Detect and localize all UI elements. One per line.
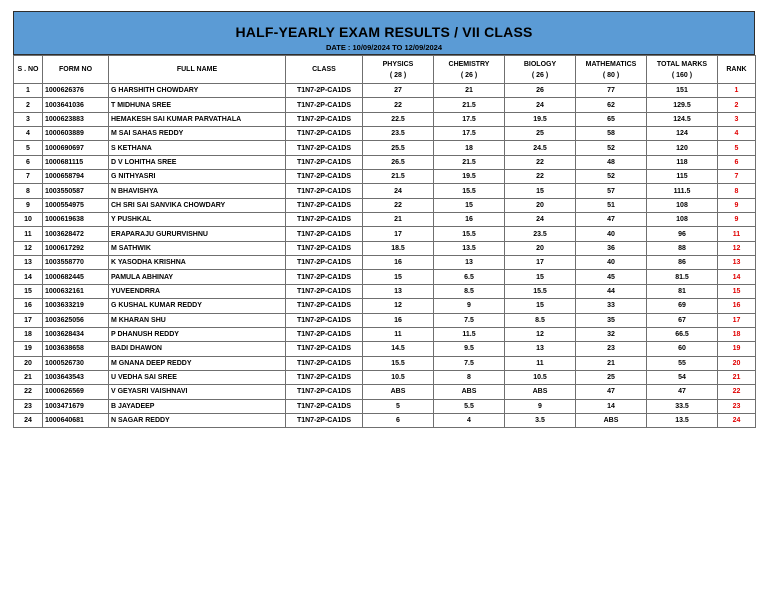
full-name-cell: P DHANUSH REDDY <box>109 327 286 341</box>
physics-cell: 6 <box>363 413 434 427</box>
chemistry-cell: 8 <box>434 370 505 384</box>
chemistry-cell: 7.5 <box>434 356 505 370</box>
biology-cell: 9 <box>505 399 576 413</box>
chemistry-cell: 17.5 <box>434 127 505 141</box>
form-no-cell: 1003558770 <box>43 256 109 270</box>
physics-cell: ABS <box>363 385 434 399</box>
biology-cell: 23.5 <box>505 227 576 241</box>
mathematics-cell: 40 <box>576 256 647 270</box>
class-cell: T1N7-2P-CA1DS <box>286 227 363 241</box>
full-name-cell: PAMULA ABHINAY <box>109 270 286 284</box>
physics-cell: 22 <box>363 198 434 212</box>
class-cell: T1N7-2P-CA1DS <box>286 370 363 384</box>
table-row <box>14 256 756 270</box>
rank-cell: 20 <box>718 356 756 370</box>
physics-cell: 14.5 <box>363 342 434 356</box>
form-no-cell: 1000617292 <box>43 241 109 255</box>
class-cell: T1N7-2P-CA1DS <box>286 155 363 169</box>
physics-cell: 16 <box>363 313 434 327</box>
chemistry-cell: 5.5 <box>434 399 505 413</box>
column-header <box>109 56 286 84</box>
form-no-cell: 1003641036 <box>43 98 109 112</box>
total-marks-cell: 88 <box>647 241 718 255</box>
mathematics-cell: 47 <box>576 213 647 227</box>
rank-cell: 24 <box>718 413 756 427</box>
report-banner <box>13 11 755 55</box>
class-cell: T1N7-2P-CA1DS <box>286 241 363 255</box>
physics-cell: 16 <box>363 256 434 270</box>
biology-cell: ABS <box>505 385 576 399</box>
class-cell: T1N7-2P-CA1DS <box>286 270 363 284</box>
serial-no-cell: 16 <box>14 299 43 313</box>
serial-no-cell: 21 <box>14 370 43 384</box>
biology-cell: 15.5 <box>505 284 576 298</box>
mathematics-cell: 32 <box>576 327 647 341</box>
chemistry-cell: 17.5 <box>434 112 505 126</box>
class-cell: T1N7-2P-CA1DS <box>286 127 363 141</box>
table-row <box>14 413 756 427</box>
class-cell: T1N7-2P-CA1DS <box>286 112 363 126</box>
rank-cell: 23 <box>718 399 756 413</box>
total-marks-cell: 108 <box>647 198 718 212</box>
rank-cell: 14 <box>718 270 756 284</box>
serial-no-cell: 24 <box>14 413 43 427</box>
physics-cell: 22 <box>363 98 434 112</box>
form-no-cell: 1000603889 <box>43 127 109 141</box>
mathematics-cell: 25 <box>576 370 647 384</box>
physics-cell: 26.5 <box>363 155 434 169</box>
column-header-label: MATHEMATICS <box>585 60 637 68</box>
rank-cell: 13 <box>718 256 756 270</box>
mathematics-cell: 47 <box>576 385 647 399</box>
form-no-cell: 1000681115 <box>43 155 109 169</box>
column-header-label: FULL NAME <box>176 66 218 73</box>
form-no-cell: 1003628434 <box>43 327 109 341</box>
mathematics-cell: 45 <box>576 270 647 284</box>
table-row <box>14 284 756 298</box>
form-no-cell: 1000658794 <box>43 170 109 184</box>
serial-no-cell: 4 <box>14 127 43 141</box>
serial-no-cell: 6 <box>14 155 43 169</box>
serial-no-cell: 17 <box>14 313 43 327</box>
mathematics-cell: 23 <box>576 342 647 356</box>
serial-no-cell: 10 <box>14 213 43 227</box>
chemistry-cell: 21.5 <box>434 155 505 169</box>
biology-cell: 24.5 <box>505 141 576 155</box>
mathematics-cell: 48 <box>576 155 647 169</box>
chemistry-cell: 15.5 <box>434 227 505 241</box>
form-no-cell: 1003643543 <box>43 370 109 384</box>
physics-cell: 17 <box>363 227 434 241</box>
biology-cell: 24 <box>505 98 576 112</box>
table-row <box>14 170 756 184</box>
full-name-cell: N SAGAR REDDY <box>109 413 286 427</box>
mathematics-cell: 35 <box>576 313 647 327</box>
full-name-cell: G HARSHITH CHOWDARY <box>109 84 286 98</box>
serial-no-cell: 23 <box>14 399 43 413</box>
rank-cell: 7 <box>718 170 756 184</box>
biology-cell: 22 <box>505 170 576 184</box>
full-name-cell: YUVEENDRRA <box>109 284 286 298</box>
full-name-cell: B JAYADEEP <box>109 399 286 413</box>
physics-cell: 13 <box>363 284 434 298</box>
column-header-max-marks: ( 26 ) <box>531 71 549 79</box>
column-header-label: FORM NO <box>58 66 93 73</box>
column-header-max-marks: ( 160 ) <box>671 71 693 79</box>
table-row <box>14 184 756 198</box>
full-name-cell: G KUSHAL KUMAR REDDY <box>109 299 286 313</box>
rank-cell: 2 <box>718 98 756 112</box>
full-name-cell: Y PUSHKAL <box>109 213 286 227</box>
serial-no-cell: 14 <box>14 270 43 284</box>
table-row <box>14 227 756 241</box>
column-header <box>576 56 647 84</box>
mathematics-cell: 52 <box>576 141 647 155</box>
physics-cell: 11 <box>363 327 434 341</box>
total-marks-cell: 111.5 <box>647 184 718 198</box>
serial-no-cell: 18 <box>14 327 43 341</box>
chemistry-cell: 8.5 <box>434 284 505 298</box>
total-marks-cell: 81.5 <box>647 270 718 284</box>
form-no-cell: 1000690697 <box>43 141 109 155</box>
table-row <box>14 155 756 169</box>
table-row <box>14 385 756 399</box>
total-marks-cell: 60 <box>647 342 718 356</box>
mathematics-cell: 44 <box>576 284 647 298</box>
table-row <box>14 399 756 413</box>
chemistry-cell: 18 <box>434 141 505 155</box>
mathematics-cell: 14 <box>576 399 647 413</box>
full-name-cell: K YASODHA KRISHNA <box>109 256 286 270</box>
total-marks-cell: 69 <box>647 299 718 313</box>
table-row <box>14 241 756 255</box>
physics-cell: 23.5 <box>363 127 434 141</box>
class-cell: T1N7-2P-CA1DS <box>286 413 363 427</box>
biology-cell: 15 <box>505 299 576 313</box>
rank-cell: 1 <box>718 84 756 98</box>
full-name-cell: HEMAKESH SAI KUMAR PARVATHALA <box>109 112 286 126</box>
chemistry-cell: 9 <box>434 299 505 313</box>
chemistry-cell: 15.5 <box>434 184 505 198</box>
form-no-cell: 1003633219 <box>43 299 109 313</box>
column-header-label: S . NO <box>17 66 39 73</box>
full-name-cell: BADI DHAWON <box>109 342 286 356</box>
serial-no-cell: 13 <box>14 256 43 270</box>
full-name-cell: U VEDHA SAI SREE <box>109 370 286 384</box>
biology-cell: 24 <box>505 213 576 227</box>
class-cell: T1N7-2P-CA1DS <box>286 399 363 413</box>
chemistry-cell: 13 <box>434 256 505 270</box>
chemistry-cell: 6.5 <box>434 270 505 284</box>
biology-cell: 20 <box>505 241 576 255</box>
chemistry-cell: 16 <box>434 213 505 227</box>
class-cell: T1N7-2P-CA1DS <box>286 84 363 98</box>
full-name-cell: CH SRI SAI SANVIKA CHOWDARY <box>109 198 286 212</box>
total-marks-cell: 54 <box>647 370 718 384</box>
column-header-label: TOTAL MARKS <box>656 60 708 68</box>
chemistry-cell: ABS <box>434 385 505 399</box>
class-cell: T1N7-2P-CA1DS <box>286 141 363 155</box>
biology-cell: 10.5 <box>505 370 576 384</box>
rank-cell: 15 <box>718 284 756 298</box>
table-row <box>14 313 756 327</box>
mathematics-cell: 77 <box>576 84 647 98</box>
rank-cell: 16 <box>718 299 756 313</box>
serial-no-cell: 20 <box>14 356 43 370</box>
table-row <box>14 356 756 370</box>
table-row <box>14 270 756 284</box>
serial-no-cell: 7 <box>14 170 43 184</box>
table-row <box>14 342 756 356</box>
mathematics-cell: 52 <box>576 170 647 184</box>
column-header <box>505 56 576 84</box>
table-row <box>14 198 756 212</box>
physics-cell: 15.5 <box>363 356 434 370</box>
biology-cell: 20 <box>505 198 576 212</box>
column-header-max-marks: ( 26 ) <box>460 71 478 79</box>
table-row <box>14 370 756 384</box>
serial-no-cell: 8 <box>14 184 43 198</box>
full-name-cell: V GEYASRI VAISHNAVI <box>109 385 286 399</box>
physics-cell: 12 <box>363 299 434 313</box>
table-row <box>14 112 756 126</box>
serial-no-cell: 19 <box>14 342 43 356</box>
class-cell: T1N7-2P-CA1DS <box>286 284 363 298</box>
rank-cell: 11 <box>718 227 756 241</box>
serial-no-cell: 5 <box>14 141 43 155</box>
mathematics-cell: ABS <box>576 413 647 427</box>
rank-cell: 17 <box>718 313 756 327</box>
biology-cell: 26 <box>505 84 576 98</box>
form-no-cell: 1000626376 <box>43 84 109 98</box>
biology-cell: 25 <box>505 127 576 141</box>
rank-cell: 21 <box>718 370 756 384</box>
class-cell: T1N7-2P-CA1DS <box>286 385 363 399</box>
physics-cell: 18.5 <box>363 241 434 255</box>
class-cell: T1N7-2P-CA1DS <box>286 98 363 112</box>
total-marks-cell: 81 <box>647 284 718 298</box>
rank-cell: 6 <box>718 155 756 169</box>
serial-no-cell: 22 <box>14 385 43 399</box>
mathematics-cell: 65 <box>576 112 647 126</box>
serial-no-cell: 15 <box>14 284 43 298</box>
chemistry-cell: 21.5 <box>434 98 505 112</box>
mathematics-cell: 51 <box>576 198 647 212</box>
class-cell: T1N7-2P-CA1DS <box>286 198 363 212</box>
physics-cell: 24 <box>363 184 434 198</box>
full-name-cell: M GNANA DEEP REDDY <box>109 356 286 370</box>
table-row <box>14 299 756 313</box>
serial-no-cell: 12 <box>14 241 43 255</box>
serial-no-cell: 1 <box>14 84 43 98</box>
table-row <box>14 127 756 141</box>
rank-cell: 22 <box>718 385 756 399</box>
rank-cell: 3 <box>718 112 756 126</box>
full-name-cell: ERAPARAJU GURURVISHNU <box>109 227 286 241</box>
class-cell: T1N7-2P-CA1DS <box>286 299 363 313</box>
column-header <box>647 56 718 84</box>
rank-cell: 9 <box>718 213 756 227</box>
class-cell: T1N7-2P-CA1DS <box>286 170 363 184</box>
column-header-label: RANK <box>726 66 747 73</box>
form-no-cell: 1000632161 <box>43 284 109 298</box>
physics-cell: 27 <box>363 84 434 98</box>
physics-cell: 25.5 <box>363 141 434 155</box>
column-header-label: PHYSICS <box>382 60 414 68</box>
form-no-cell: 1000682445 <box>43 270 109 284</box>
full-name-cell: N BHAVISHYA <box>109 184 286 198</box>
form-no-cell: 1000554975 <box>43 198 109 212</box>
serial-no-cell: 2 <box>14 98 43 112</box>
table-row <box>14 141 756 155</box>
class-cell: T1N7-2P-CA1DS <box>286 184 363 198</box>
chemistry-cell: 19.5 <box>434 170 505 184</box>
rank-cell: 9 <box>718 198 756 212</box>
form-no-cell: 1000640681 <box>43 413 109 427</box>
rank-cell: 12 <box>718 241 756 255</box>
column-header-label: CHEMISTRY <box>448 60 490 68</box>
form-no-cell: 1003625056 <box>43 313 109 327</box>
total-marks-cell: 47 <box>647 385 718 399</box>
total-marks-cell: 124 <box>647 127 718 141</box>
total-marks-cell: 120 <box>647 141 718 155</box>
column-header <box>286 56 363 84</box>
biology-cell: 11 <box>505 356 576 370</box>
form-no-cell: 1003638658 <box>43 342 109 356</box>
rank-cell: 18 <box>718 327 756 341</box>
class-cell: T1N7-2P-CA1DS <box>286 327 363 341</box>
results-table <box>13 55 756 428</box>
form-no-cell: 1003471679 <box>43 399 109 413</box>
physics-cell: 21.5 <box>363 170 434 184</box>
column-header-max-marks: ( 28 ) <box>389 71 407 79</box>
column-header <box>14 56 43 84</box>
column-header-label: BIOLOGY <box>523 60 557 68</box>
total-marks-cell: 151 <box>647 84 718 98</box>
biology-cell: 3.5 <box>505 413 576 427</box>
form-no-cell: 1000623883 <box>43 112 109 126</box>
full-name-cell: S KETHANA <box>109 141 286 155</box>
physics-cell: 15 <box>363 270 434 284</box>
chemistry-cell: 13.5 <box>434 241 505 255</box>
column-header <box>363 56 434 84</box>
chemistry-cell: 9.5 <box>434 342 505 356</box>
total-marks-cell: 124.5 <box>647 112 718 126</box>
full-name-cell: G NITHYASRI <box>109 170 286 184</box>
rank-cell: 4 <box>718 127 756 141</box>
total-marks-cell: 66.5 <box>647 327 718 341</box>
column-header <box>43 56 109 84</box>
total-marks-cell: 67 <box>647 313 718 327</box>
column-header-max-marks: ( 80 ) <box>602 71 620 79</box>
mathematics-cell: 33 <box>576 299 647 313</box>
table-row <box>14 213 756 227</box>
results-sheet <box>13 11 755 428</box>
full-name-cell: M SAI SAHAS REDDY <box>109 127 286 141</box>
full-name-cell: M KHARAN SHU <box>109 313 286 327</box>
biology-cell: 22 <box>505 155 576 169</box>
total-marks-cell: 33.5 <box>647 399 718 413</box>
report-date: DATE : 10/09/2024 TO 12/09/2024 <box>325 43 443 52</box>
biology-cell: 8.5 <box>505 313 576 327</box>
table-body <box>14 84 756 428</box>
total-marks-cell: 86 <box>647 256 718 270</box>
mathematics-cell: 40 <box>576 227 647 241</box>
total-marks-cell: 118 <box>647 155 718 169</box>
full-name-cell: T MIDHUNA SREE <box>109 98 286 112</box>
biology-cell: 12 <box>505 327 576 341</box>
biology-cell: 19.5 <box>505 112 576 126</box>
total-marks-cell: 115 <box>647 170 718 184</box>
serial-no-cell: 9 <box>14 198 43 212</box>
class-cell: T1N7-2P-CA1DS <box>286 213 363 227</box>
mathematics-cell: 21 <box>576 356 647 370</box>
rank-cell: 5 <box>718 141 756 155</box>
form-no-cell: 1000526730 <box>43 356 109 370</box>
form-no-cell: 1000619638 <box>43 213 109 227</box>
serial-no-cell: 11 <box>14 227 43 241</box>
table-row <box>14 84 756 98</box>
serial-no-cell: 3 <box>14 112 43 126</box>
table-header-row <box>14 56 756 84</box>
chemistry-cell: 7.5 <box>434 313 505 327</box>
full-name-cell: M SATHWIK <box>109 241 286 255</box>
column-header <box>434 56 505 84</box>
physics-cell: 10.5 <box>363 370 434 384</box>
full-name-cell: D V LOHITHA SREE <box>109 155 286 169</box>
table-row <box>14 327 756 341</box>
total-marks-cell: 55 <box>647 356 718 370</box>
class-cell: T1N7-2P-CA1DS <box>286 356 363 370</box>
total-marks-cell: 108 <box>647 213 718 227</box>
table-row <box>14 98 756 112</box>
form-no-cell: 1003550587 <box>43 184 109 198</box>
mathematics-cell: 58 <box>576 127 647 141</box>
mathematics-cell: 62 <box>576 98 647 112</box>
chemistry-cell: 4 <box>434 413 505 427</box>
mathematics-cell: 57 <box>576 184 647 198</box>
form-no-cell: 1000626569 <box>43 385 109 399</box>
form-no-cell: 1003628472 <box>43 227 109 241</box>
mathematics-cell: 36 <box>576 241 647 255</box>
class-cell: T1N7-2P-CA1DS <box>286 342 363 356</box>
chemistry-cell: 11.5 <box>434 327 505 341</box>
physics-cell: 21 <box>363 213 434 227</box>
biology-cell: 15 <box>505 270 576 284</box>
rank-cell: 19 <box>718 342 756 356</box>
physics-cell: 5 <box>363 399 434 413</box>
chemistry-cell: 15 <box>434 198 505 212</box>
chemistry-cell: 21 <box>434 84 505 98</box>
report-title: HALF-YEARLY EXAM RESULTS / VII CLASS <box>235 24 533 40</box>
physics-cell: 22.5 <box>363 112 434 126</box>
total-marks-cell: 13.5 <box>647 413 718 427</box>
class-cell: T1N7-2P-CA1DS <box>286 313 363 327</box>
total-marks-cell: 129.5 <box>647 98 718 112</box>
class-cell: T1N7-2P-CA1DS <box>286 256 363 270</box>
total-marks-cell: 96 <box>647 227 718 241</box>
biology-cell: 13 <box>505 342 576 356</box>
biology-cell: 15 <box>505 184 576 198</box>
biology-cell: 17 <box>505 256 576 270</box>
rank-cell: 8 <box>718 184 756 198</box>
column-header-label: CLASS <box>312 66 336 73</box>
column-header <box>718 56 756 84</box>
